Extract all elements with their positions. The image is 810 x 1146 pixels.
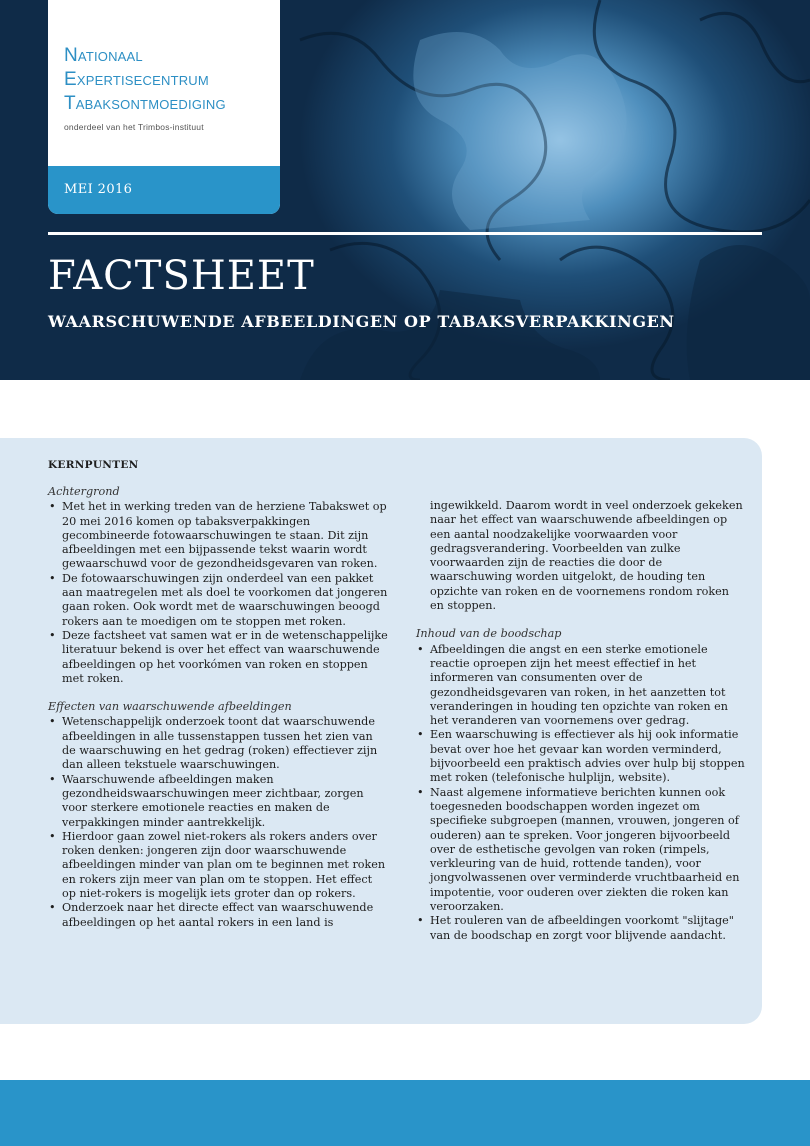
section-title-effects: Effecten van waarschuwende afbeeldingen <box>48 700 292 714</box>
continuation-text: ingewikkeld. Daarom wordt in veel onderzoek gekeken naar het effect van waarschuwende afbeeldingen op een aantal noodzakelijke voorwaarden voor gedragsverandering. Voorbeelden van zulke voorwaarden zijn de reacties die door de waarschuwing worden uitgelokt, de houding ten opzichte van roken en de voornemens rondom roken en stoppen. <box>430 499 743 613</box>
list-item: • Onderzoek naar het directe effect van waarschuwende afbeeldingen op het aantal rokers in een land is <box>48 901 388 930</box>
effects-list <box>48 715 388 929</box>
header-hero <box>0 0 810 380</box>
list-item: • Afbeeldingen die angst en een sterke emotionele reactie oproepen zijn het meest effectief in het informeren van consumenten over de gezondheidsgevaren van roken, in het aanzetten tot veranderingen in houding ten opzichte van roken en het veranderen van voornemens over gedrag. <box>416 643 746 729</box>
background-list <box>48 500 388 686</box>
page-title: FACTSHEET <box>48 253 315 299</box>
key-points-left-column <box>48 485 388 930</box>
logo-line-2: Expertisecentrum <box>64 69 209 90</box>
message-content-list <box>416 643 746 943</box>
footer-bar <box>0 1080 810 1146</box>
list-item: • Deze factsheet vat samen wat er in de wetenschappelijke literatuur bekend is over het effect van waarschuwende afbeeldingen op het voorkómen van roken en stoppen met roken. <box>48 629 388 686</box>
list-item: • De fotowaarschuwingen zijn onderdeel van een pakket aan maatregelen met als doel te voorkomen dat jongeren gaan roken. Ook wordt met de waarschuwingen beoogd rokers aan te moedigen om te stoppen met roken. <box>48 572 388 629</box>
logo-line-3: Tabaksontmoediging <box>64 93 226 114</box>
logo-subline: onderdeel van het Trimbos-instituut <box>64 122 204 132</box>
key-points-heading: KERNPUNTEN <box>48 459 139 471</box>
list-item: • Naast algemene informatieve berichten kunnen ook toegesneden boodschappen worden ingezet om specifieke subgroepen (mannen, vrouwen, jongeren of ouderen) aan te spreken. Voor jongeren bijvoorbeeld over de esthetische gevolgen van roken (rimpels, verkleuring van de huid, rottende tanden), voor jongvolwassenen over verminderde vruchtbaarheid en impotentie, voor ouderen over ziekten die roken kan veroorzaken. <box>416 786 746 915</box>
continuation-block <box>416 499 746 613</box>
logo <box>64 44 226 132</box>
logo-line-1: Nationaal <box>64 45 143 66</box>
title-divider <box>48 232 762 235</box>
key-points-right-column <box>416 499 746 943</box>
list-item: • Met het in werking treden van de herziene Tabakswet op 20 mei 2016 komen op tabaksverpakkingen gecombineerde fotowaarschuwingen te staan. Dit zijn afbeeldingen met een bijpassende tekst waarin wordt gewaarschuwd voor de gezondheidsgevaren van roken. <box>48 500 388 571</box>
section-title-background: Achtergrond <box>48 485 120 498</box>
logo-card <box>48 0 280 214</box>
list-item: • Een waarschuwing is effectiever als hij ook informatie bevat over hoe het gevaar kan worden verminderd, bijvoorbeeld een praktisch advies over hulp bij stoppen met roken (telefonische hulplijn, website). <box>416 728 746 785</box>
list-item: • Wetenschappelijk onderzoek toont dat waarschuwende afbeeldingen in alle tussenstappen tussen het zien van de waarschuwing en het gedrag (roken) effectiever zijn dan alleen tekstuele waarschuwingen. <box>48 715 388 772</box>
list-item: • Hierdoor gaan zowel niet-rokers als rokers anders over roken denken: jongeren zijn door waarschuwende afbeeldingen minder van plan om te beginnen met roken en rokers zijn meer van plan om te stoppen. Het effect op niet-rokers is mogelijk iets groter dan op rokers. <box>48 830 388 901</box>
section-title-message-content: Inhoud van de boodschap <box>416 627 562 641</box>
list-item: • Het rouleren van de afbeeldingen voorkomt "slijtage" van de boodschap en zorgt voor blijvende aandacht. <box>416 914 746 943</box>
date-label: MEI 2016 <box>48 166 280 214</box>
list-item: • Waarschuwende afbeeldingen maken gezondheidswaarschuwingen meer zichtbaar, zorgen voor sterkere emotionele reacties en maken de verpakkingen minder aantrekkelijk. <box>48 773 388 830</box>
page-subtitle: WAARSCHUWENDE AFBEELDINGEN OP TABAKSVERPAKKINGEN <box>48 312 675 331</box>
